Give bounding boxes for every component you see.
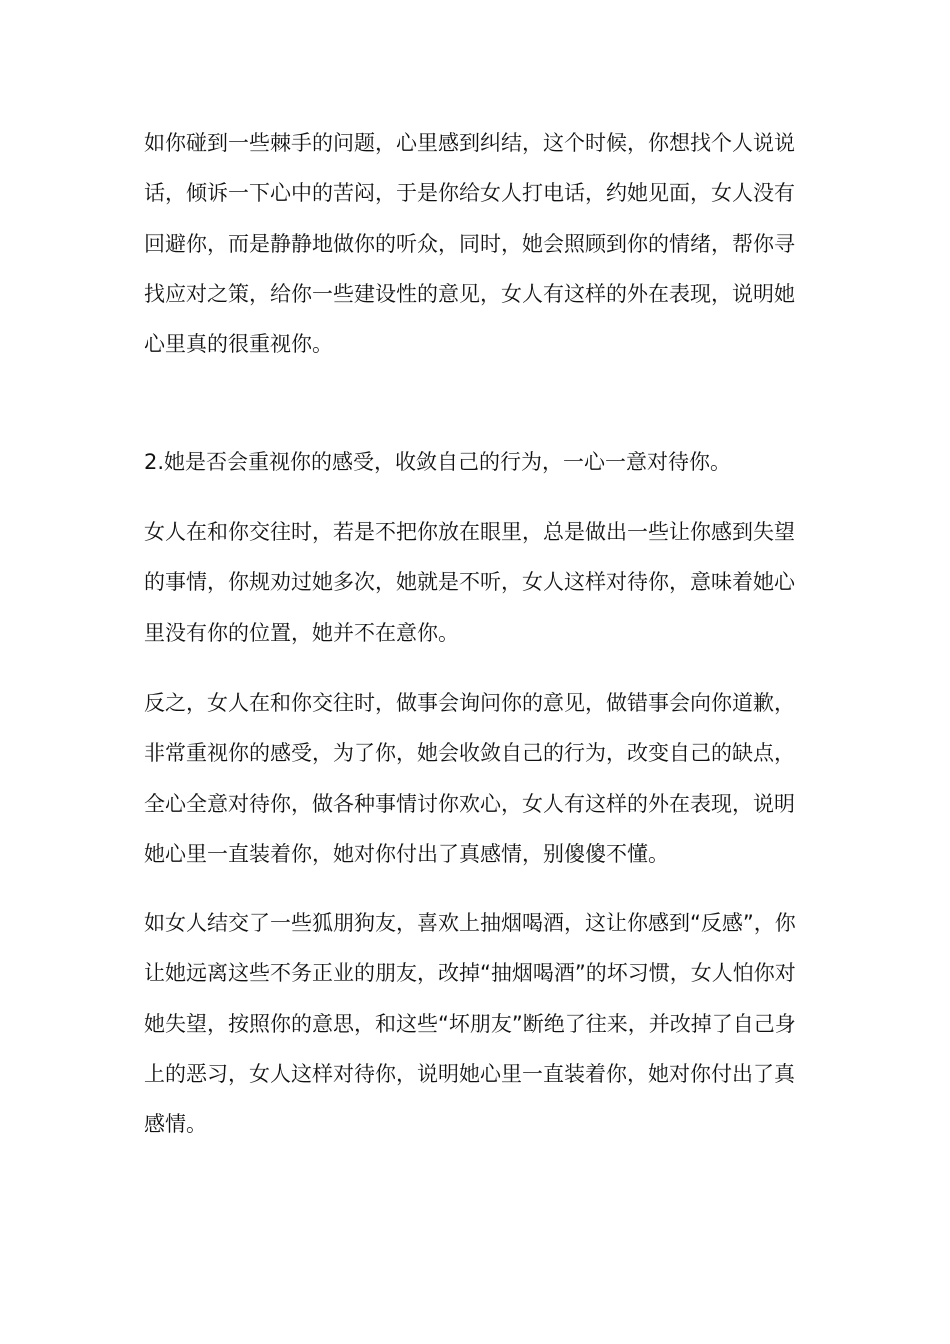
- paragraph-2: 女人在和你交往时，若是不把你放在眼里，总是做出一些让你感到失望的事情，你规劝过她多次，她就是不听，女人这样对待你，意味着她心里没有你的位置，她并不在意你。: [144, 520, 795, 645]
- paragraph-1: 如你碰到一些棘手的问题，心里感到纠结，这个时候，你想找个人说说话，倾诉一下心中的苦闷，于是你给女人打电话，约她见面，女人没有回避你，而是静静地做你的听众，同时，她会照顾到你的情绪，帮你寻找应对之策，给你一些建设性的意见，女人有这样的外在表现，说明她心里真的很重视你。: [144, 131, 795, 357]
- section-heading-2: 2.她是否会重视你的感受，收敛自己的行为，一心一意对待你。: [144, 450, 732, 474]
- paragraph-4: 如女人结交了一些狐朋狗友，喜欢上抽烟喝酒，这让你感到“反感”，你让她远离这些不务正业的朋友，改掉“抽烟喝酒”的坏习惯，女人怕你对她失望，按照你的意思，和这些“坏朋友”断绝了往来，并改掉了自己身上的恶习，女人这样对待你，说明她心里一直装着你，她对你付出了真感情。: [144, 911, 796, 1137]
- paragraph-3: 反之，女人在和你交往时，做事会询问你的意见，做错事会向你道歉，非常重视你的感受，为了你，她会收敛自己的行为，改变自己的缺点，全心全意对待你，做各种事情讨你欢心，女人有这样的外在表现，说明她心里一直装着你，她对你付出了真感情，别傻傻不懂。: [144, 691, 795, 866]
